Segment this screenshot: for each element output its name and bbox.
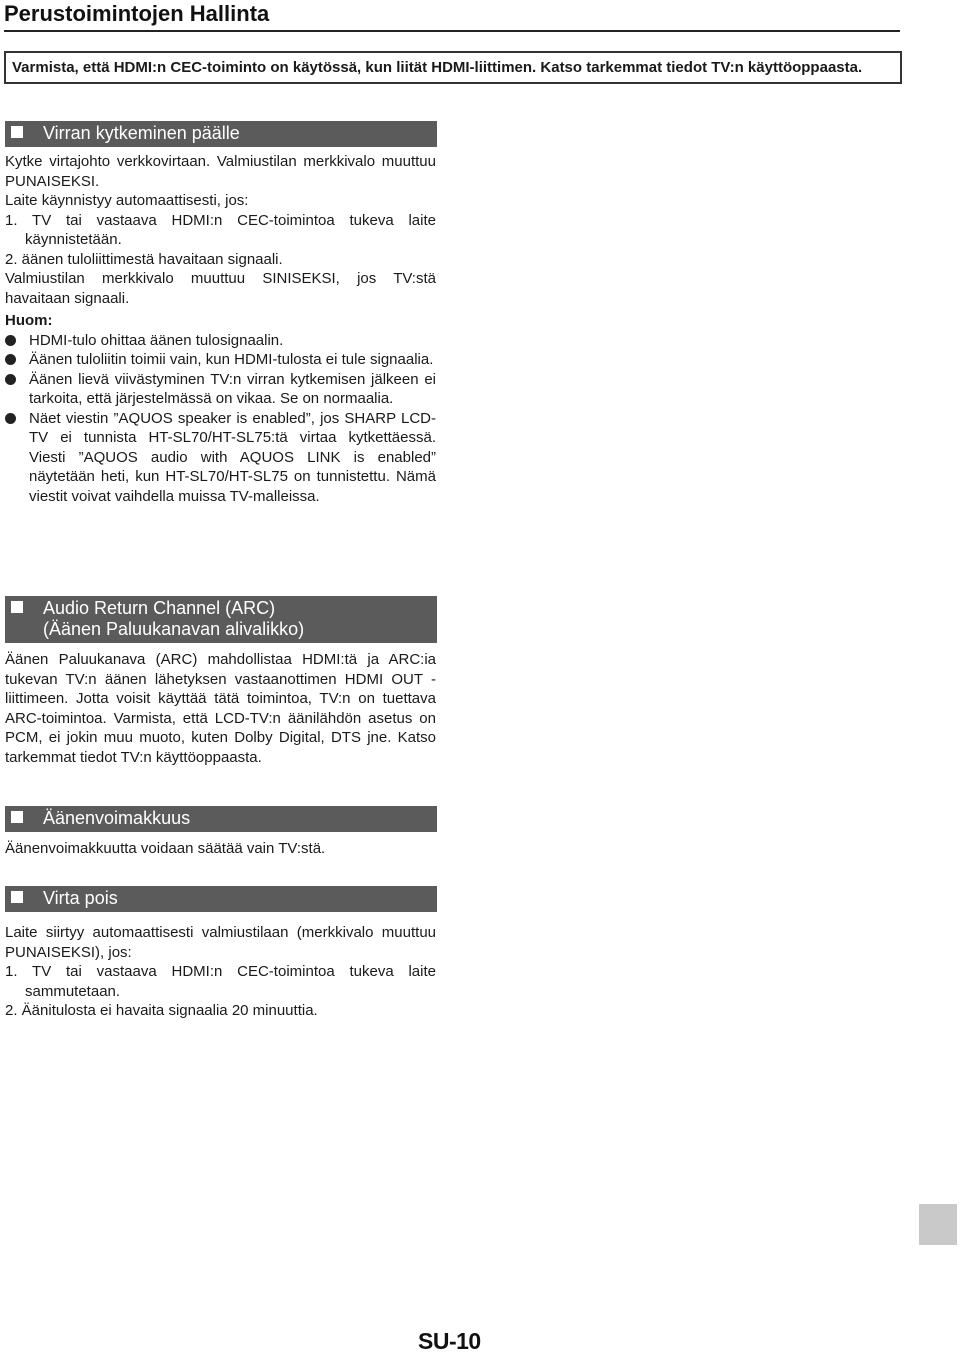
section-heading-text: Äänenvoimakkuus (43, 808, 191, 828)
paragraph: Valmiustilan merkkivalo muuttuu SINISEKSI, jos TV:stä havaitaan signaali. (5, 270, 436, 307)
square-bullet-icon (11, 126, 23, 138)
square-bullet-icon (11, 811, 23, 823)
title-rule (4, 30, 900, 32)
paragraph: Laite siirtyy automaattisesti valmiustilaan (merkkivalo muuttuu PUNAISEKSI), jos: (5, 924, 436, 961)
section-body-power-off (5, 923, 436, 1021)
bullet-icon (5, 374, 16, 385)
section-heading-text: Virta pois (43, 888, 118, 908)
section-body-power-on (5, 152, 436, 506)
section-heading-volume (5, 806, 437, 832)
square-bullet-icon (11, 601, 23, 613)
bullet-icon (5, 354, 16, 365)
section-heading-text: Virran kytkeminen päälle (43, 123, 240, 143)
section-body-volume (5, 839, 436, 859)
numbered-item: 2. Äänitulosta ei havaita signaalia 20 minuuttia. (5, 1002, 318, 1019)
section-heading-power-off (5, 886, 437, 912)
paragraph: Äänenvoimakkuutta voidaan säätää vain TV:stä. (5, 840, 326, 857)
note-label: Huom: (5, 312, 53, 329)
notice-box: Varmista, että HDMI:n CEC-toiminto on käytössä, kun liität HDMI-liittimen. Katso tarkemmat tiedot TV:n käyttöoppaasta. (4, 51, 902, 84)
list-item: Äänen lievä viivästyminen TV:n virran kytkemisen jälkeen ei tarkoita, että järjestelmässä on vikaa. Se on normaalia. (5, 370, 436, 409)
page-number: SU-10 (418, 1328, 481, 1354)
bullet-icon (5, 335, 16, 346)
numbered-item: 1. TV tai vastaava HDMI:n CEC-toimintoa tukeva laite käynnistetään. (5, 211, 436, 248)
page-title: Perustoimintojen Hallinta (4, 1, 270, 26)
list-item: HDMI-tulo ohittaa äänen tulosignaalin. (5, 331, 436, 351)
section-body-arc (5, 650, 436, 767)
paragraph: Kytke virtajohto verkkovirtaan. Valmiustilan merkkivalo muuttuu PUNAISEKSI. (5, 153, 436, 190)
section-heading-text: (Äänen Paluukanavan alivalikko) (43, 619, 305, 639)
paragraph: Laite käynnistyy automaattisesti, jos: (5, 192, 249, 209)
numbered-item: 1. TV tai vastaava HDMI:n CEC-toimintoa tukeva laite sammutetaan. (5, 963, 436, 1000)
section-heading-text: Audio Return Channel (ARC) (43, 598, 276, 618)
section-heading-power-on (5, 121, 437, 147)
page-tab-marker (919, 1204, 957, 1245)
notes-list (5, 331, 436, 507)
square-bullet-icon (11, 891, 23, 903)
list-item: Äänen tuloliitin toimii vain, kun HDMI-tulosta ei tule signaalia. (5, 350, 436, 370)
section-heading-arc (5, 596, 437, 643)
bullet-icon (5, 413, 16, 424)
numbered-item: 2. äänen tuloliittimestä havaitaan signaali. (5, 250, 283, 268)
list-item: Näet viestin ”AQUOS speaker is enabled”, jos SHARP LCD-TV ei tunnista HT-SL70/HT-SL75:tä virtaa kytkettäessä. Viesti ”AQUOS audio with AQUOS LINK is enabled” näytetään heti, kun HT-SL70/HT-SL75 on tunnistettu. Nämä viestit voivat vaihdella muissa TV-malleissa. (5, 409, 436, 507)
paragraph: Äänen Paluukanava (ARC) mahdollistaa HDMI:tä ja ARC:ia tukevan TV:n äänen lähetyksen vastaanottimen HDMI OUT -liittimeen. Jotta voisit käyttää tätä toimintoa, TV:n on tuettava ARC-toimintoa. Varmista, että LCD-TV:n äänilähdön asetus on PCM, ei jokin muu muoto, kuten Dolby Digital, DTS jne. Katso tarkemmat tiedot TV:n käyttöoppaasta. (5, 651, 436, 766)
